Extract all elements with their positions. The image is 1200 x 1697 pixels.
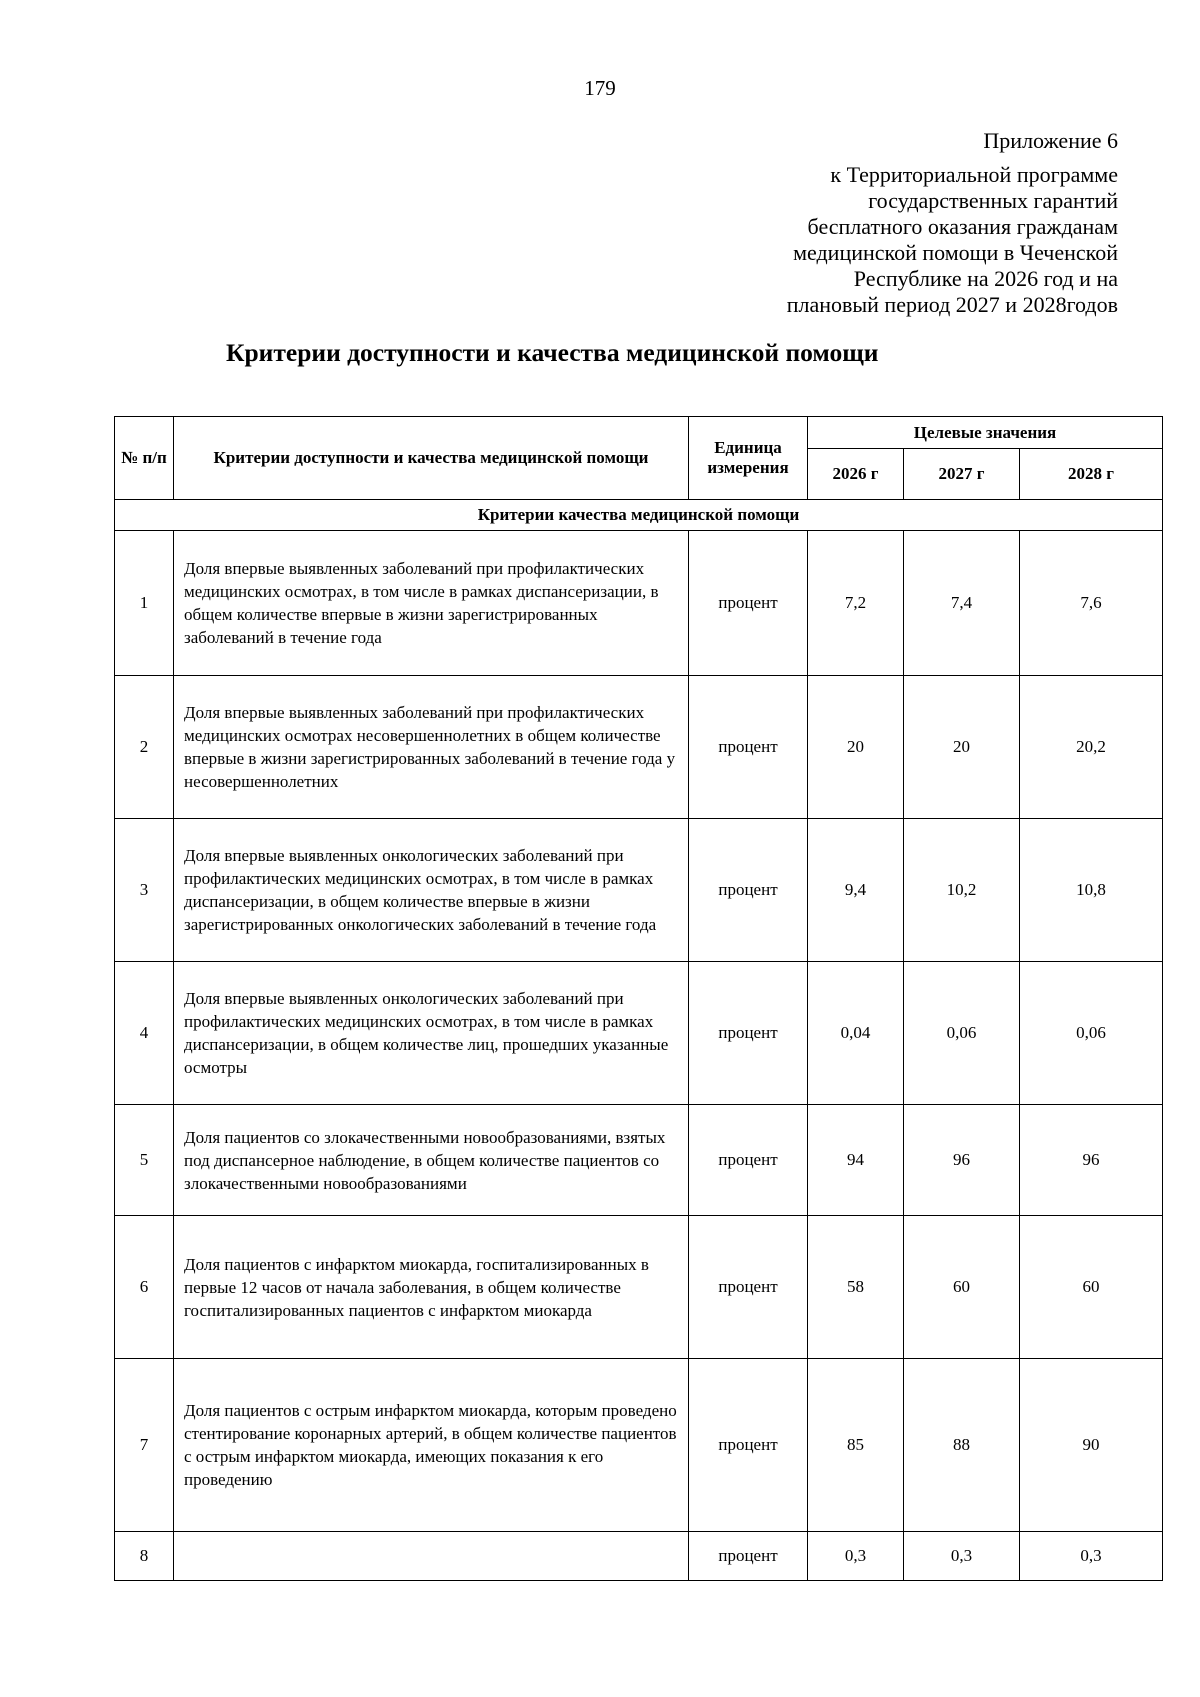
row-criterion: Доля пациентов со злокачественными новообразованиями, взятых под диспансерное наблюдение, в общем количестве пациентов со злокачественными новообразованиями: [174, 1105, 689, 1216]
row-value-2026: 0,3: [808, 1532, 904, 1581]
header-unit: Единица измерения: [689, 417, 808, 500]
header-year-2028: 2028 г: [1020, 449, 1163, 500]
row-unit: процент: [689, 962, 808, 1105]
row-value-2027: 88: [904, 1359, 1020, 1532]
row-value-2026: 0,04: [808, 962, 904, 1105]
row-value-2027: 20: [904, 676, 1020, 819]
row-number: 6: [115, 1216, 174, 1359]
row-value-2027: 7,4: [904, 531, 1020, 676]
row-unit: процент: [689, 1359, 808, 1532]
row-value-2026: 9,4: [808, 819, 904, 962]
table-row: [115, 1359, 1163, 1532]
row-value-2028: 90: [1020, 1359, 1163, 1532]
header-criteria: Критерии доступности и качества медицинской помощи: [174, 417, 689, 500]
row-number: 5: [115, 1105, 174, 1216]
row-number: 1: [115, 531, 174, 676]
row-criterion: Доля пациентов с инфарктом миокарда, госпитализированных в первые 12 часов от начала заболевания, в общем количестве госпитализированных пациентов с инфарктом миокарда: [174, 1216, 689, 1359]
row-criterion: Доля пациентов с острым инфарктом миокарда, которым проведено стентирование коронарных артерий, в общем количестве пациентов с острым инфарктом миокарда, имеющих показания к его проведению: [174, 1359, 689, 1532]
appendix-line: государственных гарантий: [868, 188, 1118, 213]
row-number: 4: [115, 962, 174, 1105]
table-row: [115, 819, 1163, 962]
table-row: [115, 1216, 1163, 1359]
row-value-2028: 20,2: [1020, 676, 1163, 819]
table-row: [115, 1105, 1163, 1216]
row-value-2028: 60: [1020, 1216, 1163, 1359]
header-year-2027: 2027 г: [904, 449, 1020, 500]
row-criterion: Доля впервые выявленных заболеваний при профилактических медицинских осмотрах несовершеннолетних в общем количестве впервые в жизни зарегистрированных заболеваний в течение года у несовершеннолетних: [174, 676, 689, 819]
table-row: [115, 962, 1163, 1105]
table-row: [115, 1532, 1163, 1581]
appendix-label: Приложение 6: [983, 128, 1118, 153]
appendix-description: [698, 162, 1118, 318]
row-value-2028: 10,8: [1020, 819, 1163, 962]
criteria-table: [114, 416, 1163, 1581]
table-row: [115, 676, 1163, 819]
row-value-2027: 60: [904, 1216, 1020, 1359]
row-value-2026: 20: [808, 676, 904, 819]
document-title: Критерии доступности и качества медицинской помощи: [226, 338, 879, 367]
row-criterion: Доля впервые выявленных онкологических заболеваний при профилактических медицинских осмотрах, в том числе в рамках диспансеризации, в общем количестве впервые в жизни зарегистрированных онкологических заболеваний в течение года: [174, 819, 689, 962]
row-value-2027: 10,2: [904, 819, 1020, 962]
row-value-2026: 85: [808, 1359, 904, 1532]
row-criterion: [174, 1532, 689, 1581]
row-value-2028: 0,3: [1020, 1532, 1163, 1581]
page-number: 179: [584, 76, 616, 100]
row-value-2028: 96: [1020, 1105, 1163, 1216]
row-value-2026: 7,2: [808, 531, 904, 676]
appendix-line: Республике на 2026 год и на: [853, 266, 1118, 291]
row-value-2028: 0,06: [1020, 962, 1163, 1105]
row-unit: процент: [689, 1532, 808, 1581]
row-value-2027: 0,06: [904, 962, 1020, 1105]
row-unit: процент: [689, 1105, 808, 1216]
row-criterion: Доля впервые выявленных онкологических заболеваний при профилактических медицинских осмотрах, в том числе в рамках диспансеризации, в общем количестве лиц, прошедших указанные осмотры: [174, 962, 689, 1105]
header-target-values: Целевые значения: [808, 417, 1163, 449]
row-value-2028: 7,6: [1020, 531, 1163, 676]
row-unit: процент: [689, 819, 808, 962]
row-value-2026: 58: [808, 1216, 904, 1359]
row-value-2027: 96: [904, 1105, 1020, 1216]
table-row: [115, 531, 1163, 676]
appendix-line: медицинской помощи в Чеченской: [793, 240, 1118, 265]
row-value-2026: 94: [808, 1105, 904, 1216]
row-number: 7: [115, 1359, 174, 1532]
row-unit: процент: [689, 1216, 808, 1359]
header-year-2026: 2026 г: [808, 449, 904, 500]
row-criterion: Доля впервые выявленных заболеваний при профилактических медицинских осмотрах, в том числе в рамках диспансеризации, в общем количестве впервые в жизни зарегистрированных заболеваний в течение года: [174, 531, 689, 676]
row-unit: процент: [689, 531, 808, 676]
row-value-2027: 0,3: [904, 1532, 1020, 1581]
appendix-line: бесплатного оказания гражданам: [807, 214, 1118, 239]
header-num: № п/п: [115, 417, 174, 500]
row-number: 3: [115, 819, 174, 962]
appendix-line: к Территориальной программе: [830, 162, 1118, 187]
row-number: 8: [115, 1532, 174, 1581]
row-number: 2: [115, 676, 174, 819]
section-header: Критерии качества медицинской помощи: [115, 500, 1163, 531]
appendix-line: плановый период 2027 и 2028годов: [786, 292, 1118, 317]
row-unit: процент: [689, 676, 808, 819]
